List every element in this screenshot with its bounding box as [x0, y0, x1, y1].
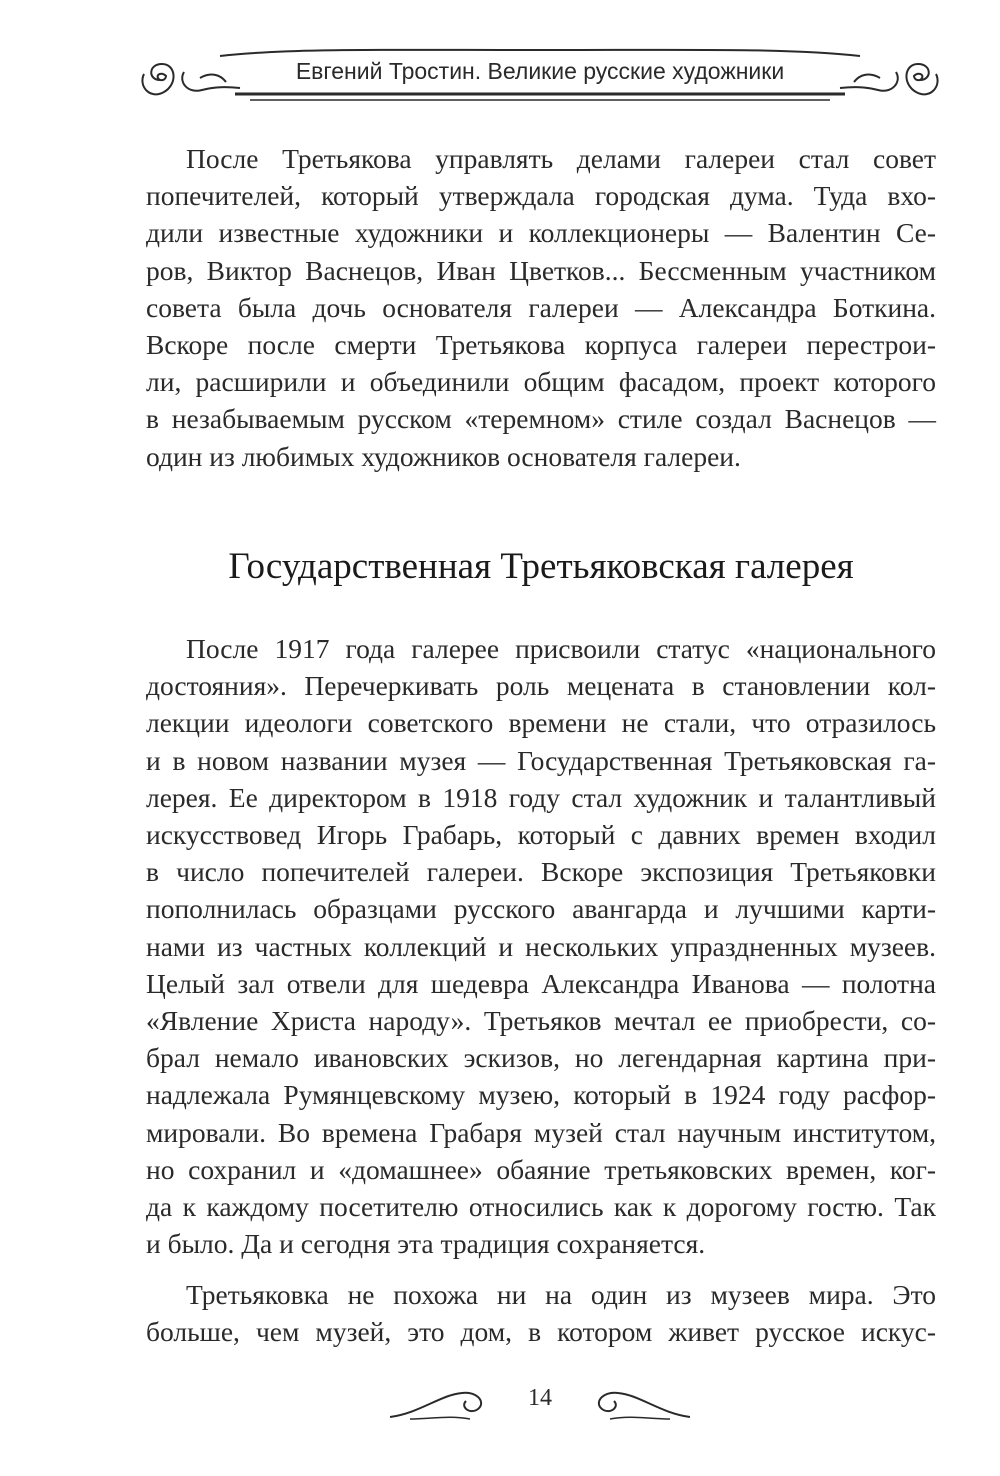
text-line: пополнилась образцами русского авангарда и лучшими карти- — [146, 893, 936, 925]
text-line: один из любимых художников основателя галереи. — [146, 440, 741, 472]
text-line: дили известные художники и коллекционеры — Валентин Се- — [146, 217, 936, 249]
text-line: ров, Виктор Васнецов, Иван Цветков... Бессменным участником — [146, 254, 936, 286]
paragraph-1 — [146, 140, 936, 475]
text-line: надлежала Румянцевскому музею, который в 1924 году расфор- — [146, 1079, 936, 1111]
text-line: брал немало ивановских эскизов, но легендарная картина при- — [146, 1042, 936, 1074]
section-heading: Государственная Третьяковская галерея — [228, 546, 854, 587]
text-line: лерея. Ее директором в 1918 году стал художник и талантливый — [146, 781, 936, 813]
text-line: достояния». Перечеркивать роль мецената в становлении кол- — [146, 670, 936, 702]
text-line: искусствовед Игорь Грабарь, который с давних времен входил — [146, 819, 936, 851]
text-line: в незабываемым русском «теремном» стиле создал Васнецов — — [146, 403, 936, 435]
paragraph-3 — [146, 1276, 936, 1350]
text-line: ли, расширили и объединили общим фасадом, проект которого — [146, 366, 936, 398]
paragraph-2 — [146, 630, 936, 1262]
text-line: После Третьякова управлять делами галереи стал совет — [186, 143, 936, 174]
text-line: больше, чем музей, это дом, в котором живет русское искус- — [146, 1316, 936, 1348]
text-line: совета была дочь основателя галереи — Александра Боткина. — [146, 291, 936, 323]
text-line: Третьяковка не похожа ни на один из музеев мира. Это — [186, 1279, 936, 1310]
text-line: попечителей, который утверждала городская дума. Туда вхо- — [146, 180, 936, 212]
text-line: и было. Да и сегодня эта традиция сохраняется. — [146, 1228, 706, 1260]
page-footer — [390, 1375, 690, 1435]
text-line: нами из частных коллекций и нескольких упраздненных музеев. — [146, 930, 936, 962]
header-title: Евгений Тростин. Великие русские художники — [295, 58, 785, 84]
text-line: Целый зал отвели для шедевра Александра Иванова — полотна — [146, 967, 936, 999]
text-line: После 1917 года галерее присвоили статус «национального — [186, 633, 936, 664]
text-line: мировали. Во времена Грабаря музей стал научным институтом, — [146, 1116, 936, 1148]
text-line: Вскоре после смерти Третьякова корпуса галереи перестрои- — [146, 329, 936, 361]
text-line: в число попечителей галереи. Вскоре экспозиция Третьяковки — [146, 856, 936, 888]
page-number: 14 — [528, 1385, 552, 1411]
text-line: но сохранил и «домашнее» обаяние третьяковских времен, ког- — [146, 1153, 936, 1185]
text-line: «Явление Христа народу». Третьяков мечтал ее приобрести, со- — [146, 1005, 936, 1037]
text-line: лекции идеологи советского времени не стали, что отразилось — [146, 707, 936, 739]
running-header — [140, 42, 940, 122]
text-line: да к каждому посетителю относились как к дорогому гостю. Так — [146, 1191, 936, 1223]
text-line: и в новом названии музея — Государственная Третьяковская га- — [146, 744, 936, 776]
